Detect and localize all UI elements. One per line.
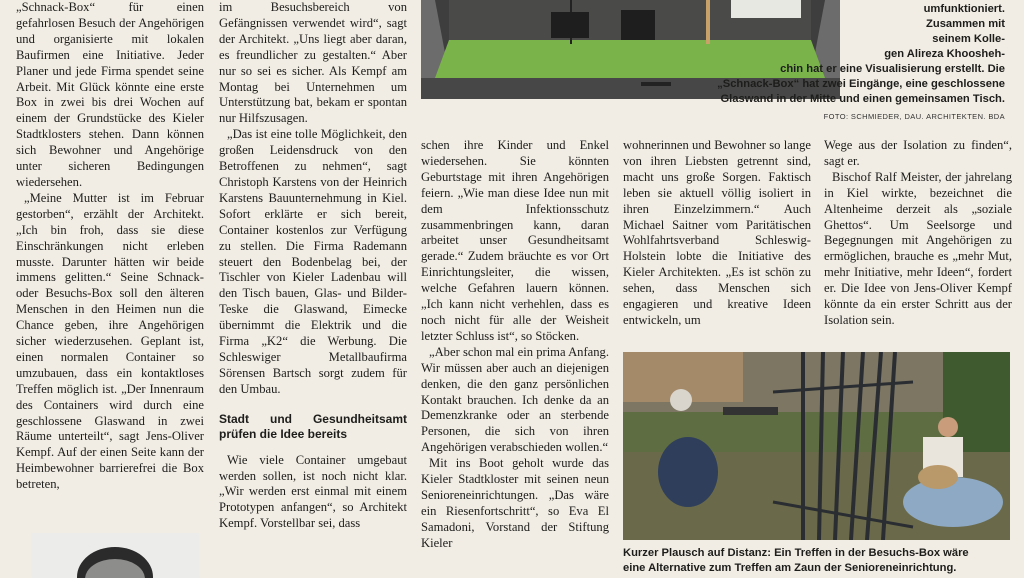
paragraph: wohnerinnen und Bewohner so lange von ihren Liebsten getrennt sind, macht uns große Sorgen. Faktisch leben sie aktuell völlig isoliert in ihren Einzelzimmern.“ Auch Michael Saitner vom Paritätischen Wohlfahrtsverband Schleswig-Holstein lobte die Initiative des Kieler Architekten. „Es ist schön zu sehen, dass Menschen sich engagieren und kreative Ideen entwickeln, um bbox=[623, 138, 811, 327]
article-column-3 bbox=[421, 138, 609, 552]
paragraph: „Meine Mutter ist im Februar gestorben“, erzählt der Architekt. „Ich bin froh, dass sie diese Einschränkungen nicht erleben musste. Darunter hätten wir beide immens gelitten.“ Seine Schnack- oder Besuchs-Box soll den älteren Menschen in den Heimen nun die Chance geben, ihre Angehörigen sicher wiederzusehen. Geplant ist, einen normalen Container so umzubauen, dass ein kontaktloses Treffen möglich ist. „Der Innenraum des Containers wird durch eine geschlossene Glaswand in zwei Räume unterteilt“, sagt Jens-Oliver Kempf. Auf der einen Seite kann der Heimbewohner barrierefrei die Box betreten, bbox=[16, 190, 204, 492]
caption-line: seinem Kolle- bbox=[932, 33, 1005, 45]
article-column-4 bbox=[623, 138, 811, 329]
paragraph: im Besuchsbereich von Gefängnissen verwendet wird“, sagt der Architekt. „Uns liegt aber daran, es freundlicher zu gestalten.“ Aber nur so sei es sicher. Als Kempf am Montag bei Unternehmen um Unterstützung bat, bekam er spontan nur Hilfszusagen. bbox=[219, 0, 407, 126]
photo-caption-top bbox=[650, 2, 1005, 107]
article-column-2 bbox=[219, 0, 407, 532]
photo-caption-bottom bbox=[623, 546, 1010, 576]
photo-credit: FOTO: SCHMIEDER, DAU. ARCHITEKTEN. BDA bbox=[823, 112, 1005, 121]
paragraph: „Das ist eine tolle Möglichkeit, den großen Leidensdruck von den Betroffenen zu nehmen“, sagt Christoph Karstens von der Heinrich Karstens Bauunternehmung in Kiel. Sofort erklärte er sich bereit, Container kostenlos zur Verfügung zu stellen. Die Firma Rademann steuert den Bodenbelag bei, der Tischler von Kieler Ladenbau will den Tisch bauen, Glas- und Bilder-Teske die Glaswand, Eimecke übernimmt die Elektrik und die Firma „K2“ die Werbung. Die Schleswiger Metallbaufirma Sörensen Bartsch sorgt zudem für den Umbau. bbox=[219, 127, 407, 396]
caption-line: „Schnack-Box“ hat zwei Eingänge, eine geschlossene bbox=[717, 78, 1005, 90]
caption-line: eine Alternative zum Treffen am Zaun der Senioreneinrichtung. bbox=[623, 562, 957, 574]
fence-meeting-photo bbox=[623, 352, 1010, 540]
paragraph: Wege aus der Isolation zu finden“, sagt er. bbox=[824, 138, 1012, 168]
paragraph: Bischof Ralf Meister, der jahrelang in Kiel wirkte, bezeichnet die Altenheime derzeit als „soziale Ghettos“. Um Seelsorge und Begegnungen mit Angehörigen zu ermöglichen, brauche es „mehr Mut, mehr Initiative, mehr Ideen“, fordert er. Die Idee von Jens-Oliver Kempf könnte da ein erster Schritt aus der Isolation sein. bbox=[824, 169, 1012, 327]
portrait-image bbox=[31, 533, 199, 578]
article-column-1 bbox=[16, 0, 204, 493]
paragraph: „Schnack-Box“ für einen gefahrlosen Besuch der Angehörigen und organisierte mit lokalen Baufirmen eine Initiative. Jeder Planer und jede Firma spendet seine Arbeit. Mit Glück könnte eine erste Box in zwei bis drei Wochen auf einem der Grundstücke des Kieler Stadtklosters stehen. Dann können sich Bewohner und Angehörige unter sicheren Bedingungen wiedersehen. bbox=[16, 0, 204, 189]
paragraph: Mit ins Boot geholt wurde das Kieler Stadtkloster mit seinen neun Senioreneinrichtungen. „Das wäre ein Riesenfortschritt“, so Eva El Samadoni, Vorstand der Stiftung Kieler bbox=[421, 456, 609, 550]
caption-line: Zusammen mit bbox=[926, 18, 1005, 30]
portrait-photo bbox=[31, 533, 199, 578]
caption-line: umfunktioniert. bbox=[923, 3, 1005, 15]
caption-line: gen Alireza Khoosheh- bbox=[884, 48, 1005, 60]
article-column-5 bbox=[824, 138, 1012, 329]
fence-photo-image bbox=[623, 352, 1010, 540]
paragraph: „Aber schon mal ein prima Anfang. Wir müssen aber auch an diejenigen denken, die den ganz persönlichen Kontakt brauchen. Ich denke da an Demenzkranke oder an sterbende Personen, die sich von ihren Angehörigen verabschieden wollen.“ bbox=[421, 344, 609, 455]
caption-line: Kurzer Plausch auf Distanz: Ein Treffen in der Besuchs-Box wäre bbox=[623, 547, 969, 559]
caption-line: Glaswand in der Mitte und einen gemeinsamen Tisch. bbox=[720, 93, 1005, 105]
subheading: Stadt und Gesundheitsamt prüfen die Idee bereits bbox=[219, 411, 407, 442]
paragraph: schen ihre Kinder und Enkel wiedersehen. Sie könnten Geburtstage mit ihren Angehörigen feiern. „Wie man diese Idee nun mit dem Infektionsschutz zusammenbringen kann, daran arbeitet unser Gesundheitsamt gerade.“ Zudem bräuchte es vor Ort Einrichtungsleiter, die wissen, welche Gefahren lauern können. „Ich kann nicht verhehlen, dass es noch nicht für alle der Weisheit letzter Schluss ist“, so Stöcken. bbox=[421, 138, 609, 343]
caption-line: chin hat er eine Visualisierung erstellt. Die bbox=[780, 63, 1005, 75]
paragraph: Wie viele Container umgebaut werden sollen, ist noch nicht klar. „Wir werden erst einmal mit einem Prototypen anfangen“, so Architekt Kempf. Vorstellbar sei, dass bbox=[219, 452, 407, 531]
